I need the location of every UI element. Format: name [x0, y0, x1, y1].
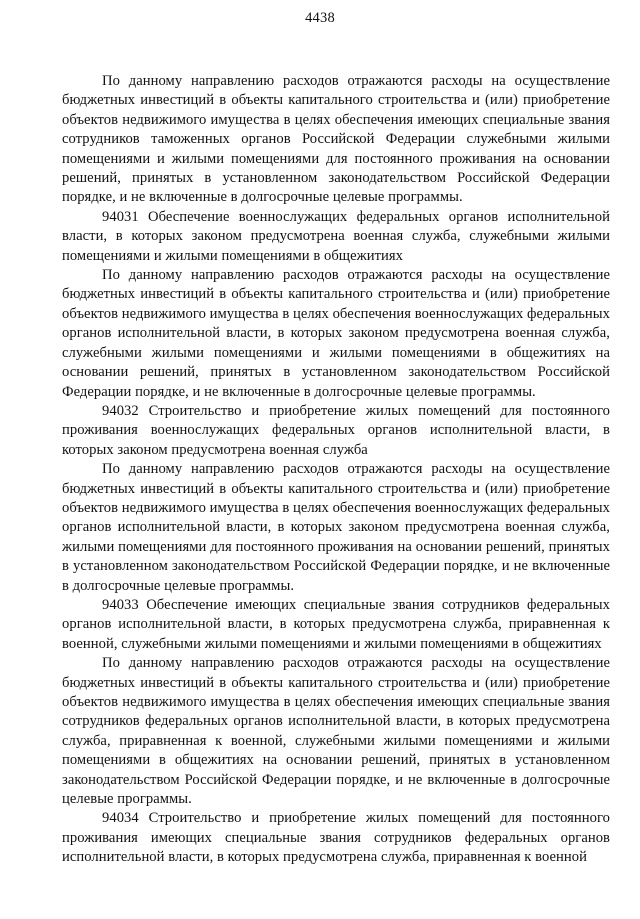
page-number: 4438 [305, 10, 335, 26]
paragraph-code-94032: 94032 Строительство и приобретение жилых помещений для постоянного проживания военнослужащих федеральных органов исполнительной власти, в которых законом предусмотрена военная служба [62, 402, 610, 458]
paragraph-code-94033: 94033 Обеспечение имеющих специальные звания сотрудников федеральных органов исполнительной власти, в которых предусмотрена служба, приравненная к военной, служебными жилыми помещениями и жилыми помещениями в общежитиях [62, 596, 610, 652]
paragraph-description-3: По данному направлению расходов отражаются расходы на осуществление бюджетных инвестиций в объекты капитального строительства и (или) приобретение объектов недвижимого имущества в целях обеспечения военнослужащих федеральных органов исполнительной власти, в которых законом предусмотрена военная служба, жилыми помещениями для постоянного проживания на основании решений, принятых в установленном законодательством Российской Федерации порядке, и не включенные в долгосрочные целевые программы. [62, 461, 610, 594]
paragraph-code-94031: 94031 Обеспечение военнослужащих федеральных органов исполнительной власти, в которых законом предусмотрена военная служба, служебными жилыми помещениями и жилыми помещениями в общежитиях [62, 208, 610, 264]
paragraph-description-2: По данному направлению расходов отражаются расходы на осуществление бюджетных инвестиций в объекты капитального строительства и (или) приобретение объектов недвижимого имущества в целях обеспечения военнослужащих федеральных органов исполнительной власти, в которых законом предусмотрена военная служба, служебными жилыми помещениями и жилыми помещениями в общежитиях на основании решений, принятых в установленном законодательством Российской Федерации порядке, и не включенные в долгосрочные целевые программы. [62, 267, 610, 400]
paragraph-code-94034: 94034 Строительство и приобретение жилых помещений для постоянного проживания имеющих специальные звания сотрудников федеральных органов исполнительной власти, в которых предусмотрена служба, приравненная к военной [62, 810, 610, 866]
document-body [62, 72, 610, 868]
paragraph-description-4: По данному направлению расходов отражаются расходы на осуществление бюджетных инвестиций в объекты капитального строительства и (или) приобретение объектов недвижимого имущества в целях обеспечения имеющих специальные звания сотрудников федеральных органов исполнительной власти, в которых предусмотрена служба, приравненная к военной, служебными жилыми помещениями и жилыми помещениями в общежитиях на основании решений, принятых в установленном законодательством Российской Федерации порядке, и не включенные в долгосрочные целевые программы. [62, 655, 610, 808]
paragraph-description-1: По данному направлению расходов отражаются расходы на осуществление бюджетных инвестиций в объекты капитального строительства и (или) приобретение объектов недвижимого имущества в целях обеспечения имеющих специальные звания сотрудников таможенных органов Российской Федерации служебными жилыми помещениями и жилыми помещениями для постоянного проживания на основании решений, принятых в установленном законодательством Российской Федерации порядке, и не включенные в долгосрочные целевые программы. [62, 73, 610, 206]
